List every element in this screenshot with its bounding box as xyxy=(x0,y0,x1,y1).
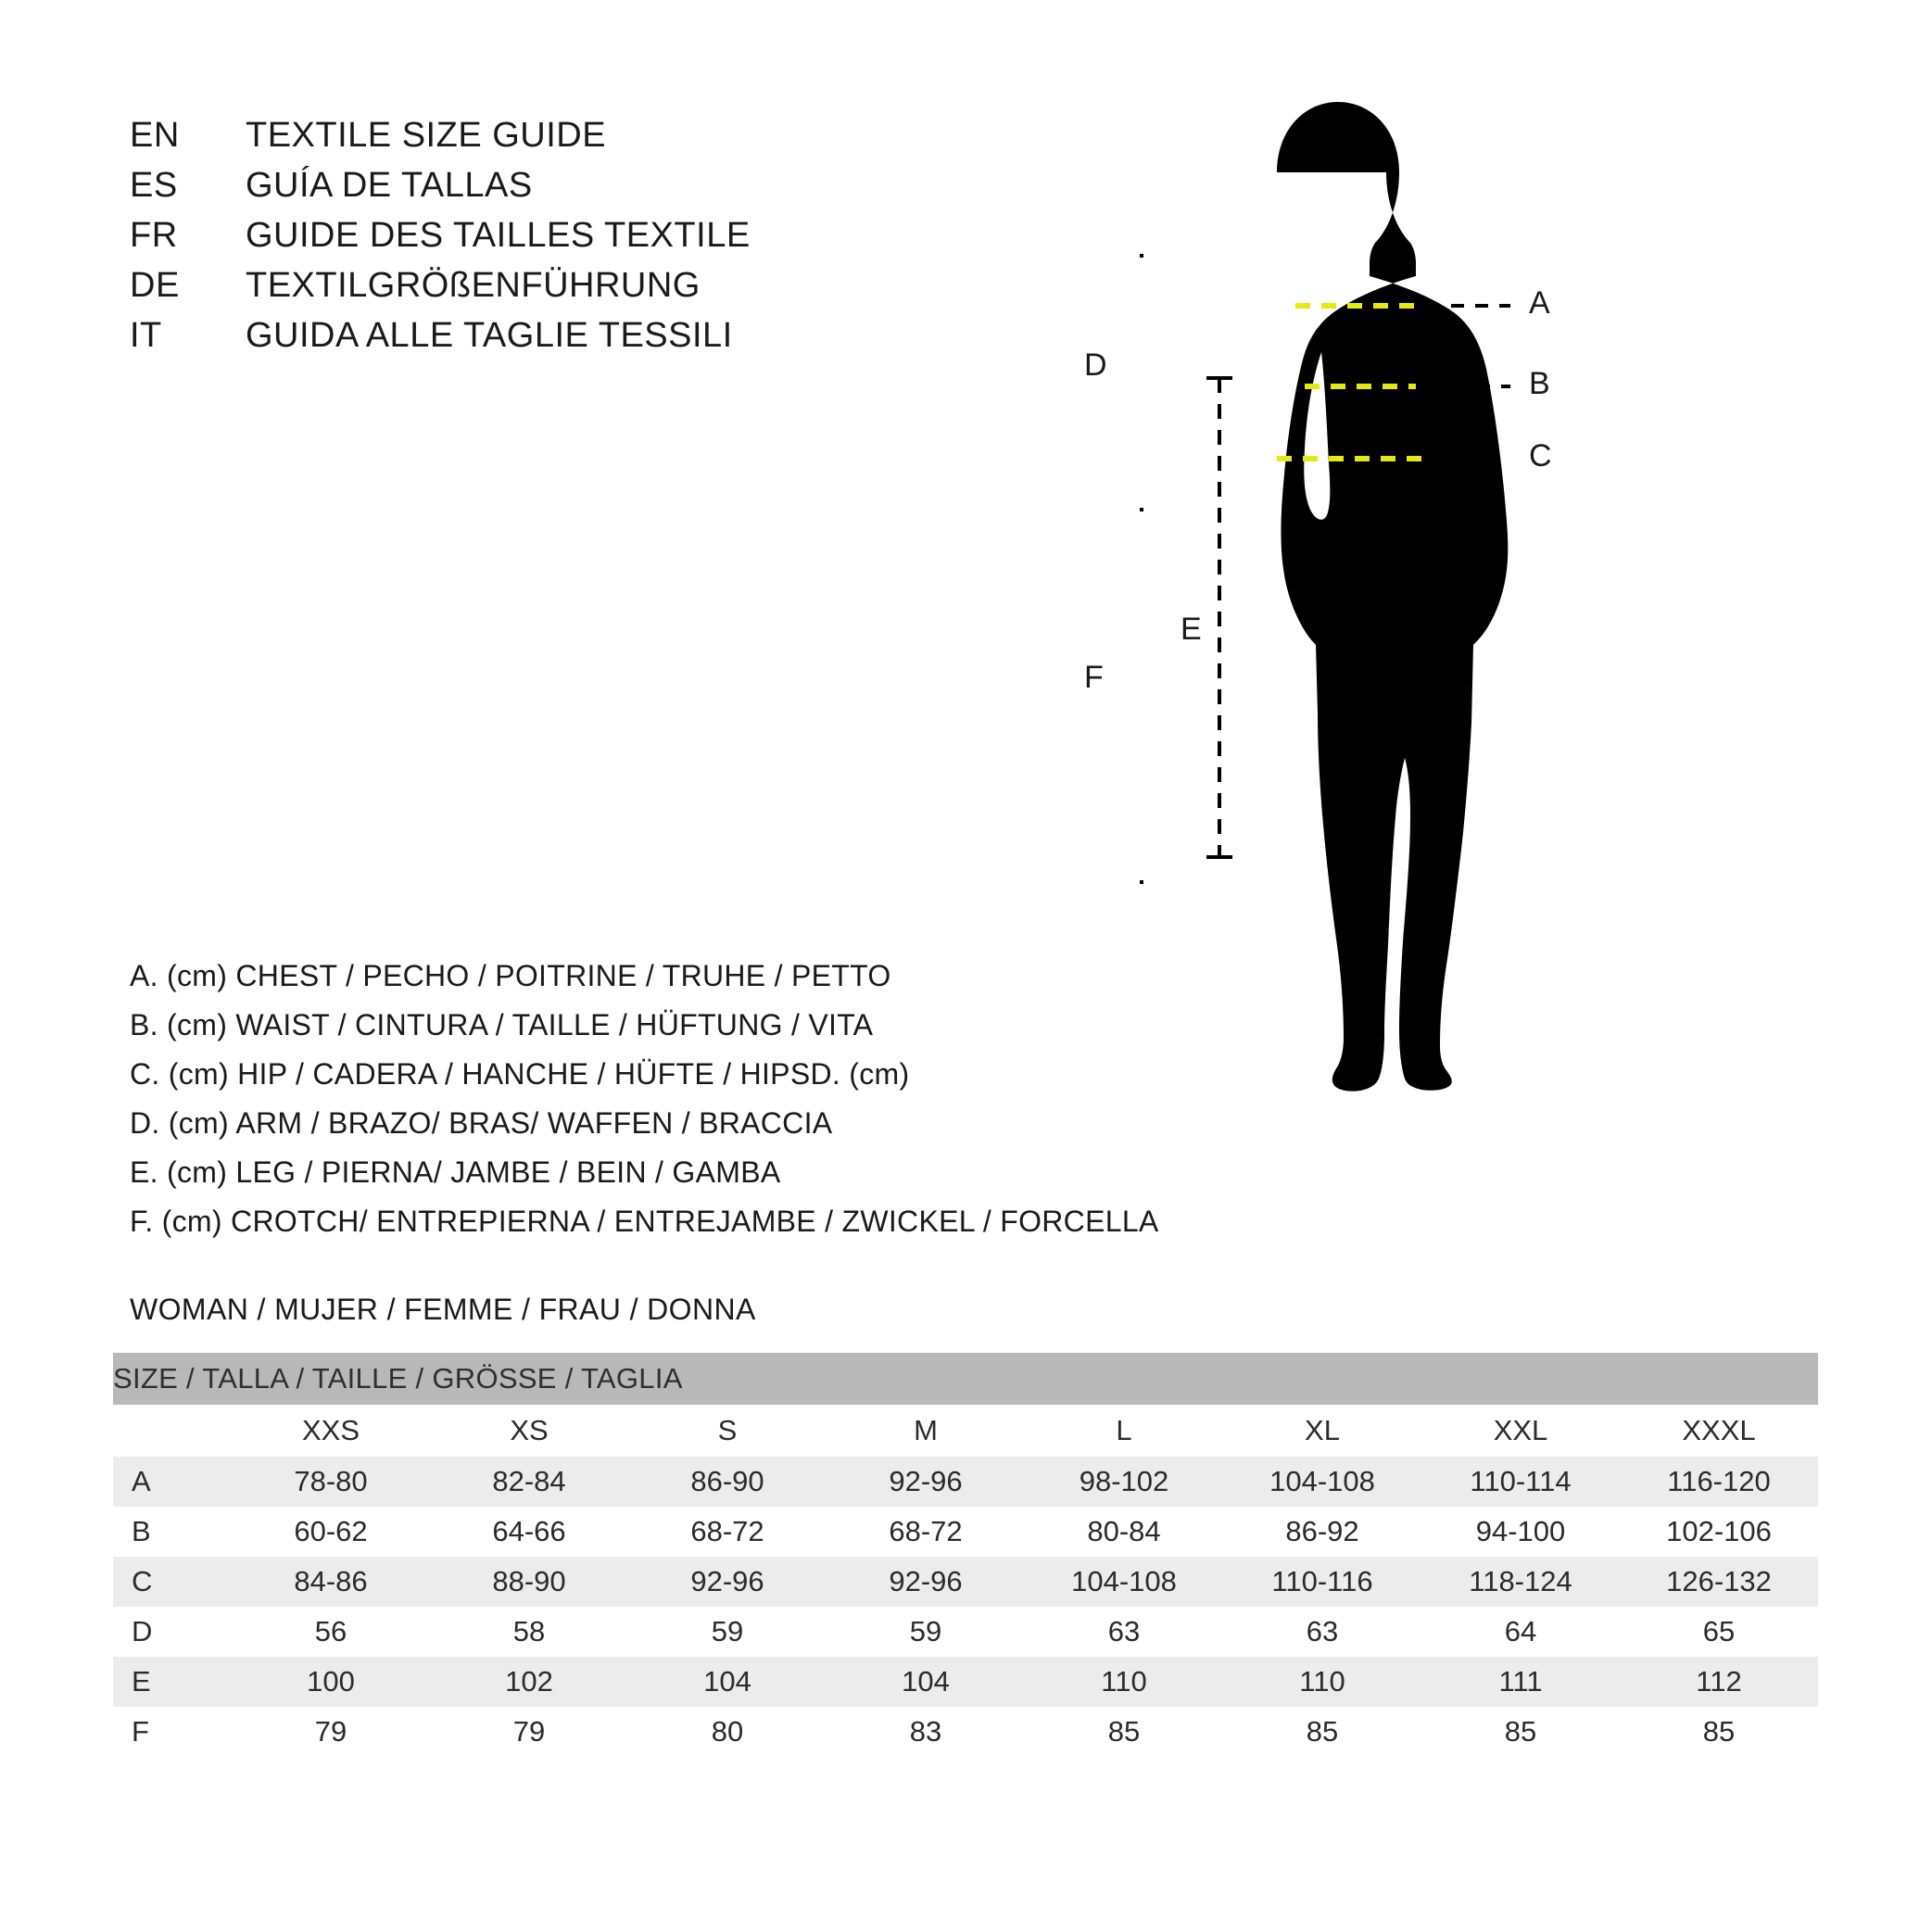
title-row-en xyxy=(130,116,964,156)
cell-a-xxl: 110-114 xyxy=(1421,1457,1620,1507)
callout-label-b: B xyxy=(1529,366,1550,401)
cell-c-s: 92-96 xyxy=(628,1557,827,1607)
title-lang-en: EN xyxy=(130,116,180,155)
legend-item-a: A. (cm) CHEST / PECHO / POITRINE / TRUHE / PETTO xyxy=(130,959,891,992)
cell-e-l: 110 xyxy=(1025,1657,1223,1707)
measurement-diagram xyxy=(1084,74,1881,1205)
cell-d-xs: 58 xyxy=(512,1615,546,1647)
size-header-m: M xyxy=(827,1405,1025,1457)
table-row xyxy=(113,1707,1818,1757)
callout-label-c: C xyxy=(1529,438,1552,473)
size-header-xxs: XXS xyxy=(232,1405,430,1457)
table-row xyxy=(113,1457,1818,1507)
dimension-e-bracket xyxy=(1206,378,1232,857)
cell-d-l: 63 xyxy=(1107,1615,1141,1647)
cell-f-l: 85 xyxy=(1107,1715,1141,1748)
cell-f-xxxl: 85 xyxy=(1702,1715,1736,1748)
cell-c-xxl: 118-124 xyxy=(1421,1557,1620,1607)
table-row xyxy=(113,1657,1818,1707)
legend-item-e: E. (cm) LEG / PIERNA/ JAMBE / BEIN / GAMBA xyxy=(130,1155,781,1189)
row-label-f: F xyxy=(132,1715,149,1748)
title-row-it xyxy=(130,316,964,356)
title-text-en: TEXTILE SIZE GUIDE xyxy=(246,116,607,155)
group-label: WOMAN / MUJER / FEMME / FRAU / DONNA xyxy=(130,1293,756,1326)
callout-label-a: A xyxy=(1529,285,1550,321)
dimension-f-bracket xyxy=(1140,510,1143,882)
cell-c-xxxl: 126-132 xyxy=(1620,1557,1818,1607)
cell-b-l: 80-84 xyxy=(1087,1515,1161,1547)
table-row xyxy=(113,1607,1818,1657)
cell-b-m: 68-72 xyxy=(889,1515,963,1547)
size-header-xl: XL xyxy=(1223,1405,1421,1457)
dimension-label-e: E xyxy=(1181,612,1202,647)
cell-e-xs: 102 xyxy=(430,1657,628,1707)
row-label-c: C xyxy=(113,1557,232,1607)
cell-b-xs: 64-66 xyxy=(492,1515,566,1547)
cell-f-m: 83 xyxy=(909,1715,942,1748)
title-row-es xyxy=(130,166,964,206)
cell-f-xs: 79 xyxy=(512,1715,546,1748)
size-header-l: L xyxy=(1025,1405,1223,1457)
table-column-headers xyxy=(113,1405,1818,1457)
cell-d-xxs: 56 xyxy=(314,1615,347,1647)
legend-item-c: C. (cm) HIP / CADERA / HANCHE / HÜFTE / HIPSD. (cm) xyxy=(130,1057,910,1091)
table-row xyxy=(113,1507,1818,1557)
cell-d-xxl: 64 xyxy=(1504,1615,1537,1647)
size-table-wrap xyxy=(113,1353,1818,1757)
cell-f-xxl: 85 xyxy=(1504,1715,1537,1748)
legend-item-b: B. (cm) WAIST / CINTURA / TAILLE / HÜFTUNG / VITA xyxy=(130,1008,874,1041)
title-text-fr: GUIDE DES TAILLES TEXTILE xyxy=(246,216,751,255)
title-row-fr xyxy=(130,216,964,256)
dimension-d-bracket xyxy=(1140,256,1143,510)
cell-e-m: 104 xyxy=(827,1657,1025,1707)
cell-e-xxxl: 112 xyxy=(1620,1657,1818,1707)
cell-d-xl: 63 xyxy=(1306,1615,1339,1647)
cell-b-xxxl: 102-106 xyxy=(1666,1515,1772,1547)
dimension-label-f: F xyxy=(1084,660,1104,695)
size-table xyxy=(113,1353,1818,1757)
cell-a-s: 86-90 xyxy=(628,1457,827,1507)
title-lang-it: IT xyxy=(130,316,162,355)
legend-item-f: F. (cm) CROTCH/ ENTREPIERNA / ENTREJAMBE / ZWICKEL / FORCELLA xyxy=(130,1205,1159,1238)
female-silhouette-figure xyxy=(1140,74,1881,1205)
cell-e-xxl: 111 xyxy=(1421,1657,1620,1707)
cell-b-xxl: 94-100 xyxy=(1475,1515,1566,1547)
row-label-b: B xyxy=(132,1515,151,1547)
table-row xyxy=(113,1557,1818,1607)
corner-cell xyxy=(113,1405,232,1457)
cell-a-xxxl: 116-120 xyxy=(1620,1457,1818,1507)
cell-a-xs: 82-84 xyxy=(430,1457,628,1507)
cell-a-xl: 104-108 xyxy=(1223,1457,1421,1507)
cell-a-xxs: 78-80 xyxy=(232,1457,430,1507)
title-text-de: TEXTILGRÖßENFÜHRUNG xyxy=(246,266,701,305)
table-header-band xyxy=(113,1353,1818,1405)
title-lang-de: DE xyxy=(130,266,180,305)
dimension-label-d: D xyxy=(1084,347,1107,383)
cell-b-xl: 86-92 xyxy=(1285,1515,1359,1547)
title-text-es: GUÍA DE TALLAS xyxy=(246,166,533,205)
size-header-s: S xyxy=(628,1405,827,1457)
legend-block xyxy=(130,959,1242,1254)
cell-e-xxs: 100 xyxy=(232,1657,430,1707)
cell-c-m: 92-96 xyxy=(827,1557,1025,1607)
cell-c-xl: 110-116 xyxy=(1223,1557,1421,1607)
cell-f-s: 80 xyxy=(711,1715,744,1748)
cell-b-s: 68-72 xyxy=(690,1515,764,1547)
cell-c-l: 104-108 xyxy=(1025,1557,1223,1607)
title-lang-fr: FR xyxy=(130,216,178,255)
title-lang-es: ES xyxy=(130,166,178,205)
row-label-a: A xyxy=(113,1457,232,1507)
cell-d-xxxl: 65 xyxy=(1702,1615,1736,1647)
cell-f-xl: 85 xyxy=(1306,1715,1339,1748)
cell-c-xxs: 84-86 xyxy=(232,1557,430,1607)
title-block xyxy=(130,116,964,366)
size-header-xxxl: XXXL xyxy=(1620,1405,1818,1457)
legend-item-d: D. (cm) ARM / BRAZO/ BRAS/ WAFFEN / BRACCIA xyxy=(130,1106,833,1140)
row-label-d: D xyxy=(132,1615,153,1647)
cell-b-xxs: 60-62 xyxy=(294,1515,368,1547)
cell-e-s: 104 xyxy=(628,1657,827,1707)
size-header-xs: XS xyxy=(430,1405,628,1457)
cell-a-l: 98-102 xyxy=(1025,1457,1223,1507)
cell-c-xs: 88-90 xyxy=(430,1557,628,1607)
cell-f-xxs: 79 xyxy=(314,1715,347,1748)
cell-d-m: 59 xyxy=(909,1615,942,1647)
cell-e-xl: 110 xyxy=(1223,1657,1421,1707)
silhouette-shape xyxy=(1277,102,1508,1092)
size-header-xxl: XXL xyxy=(1421,1405,1620,1457)
title-row-de xyxy=(130,266,964,306)
cell-d-s: 59 xyxy=(711,1615,744,1647)
table-header-label: SIZE / TALLA / TAILLE / GRÖSSE / TAGLIA xyxy=(113,1353,1818,1405)
row-label-e: E xyxy=(113,1657,232,1707)
title-text-it: GUIDA ALLE TAGLIE TESSILI xyxy=(246,316,733,355)
cell-a-m: 92-96 xyxy=(827,1457,1025,1507)
